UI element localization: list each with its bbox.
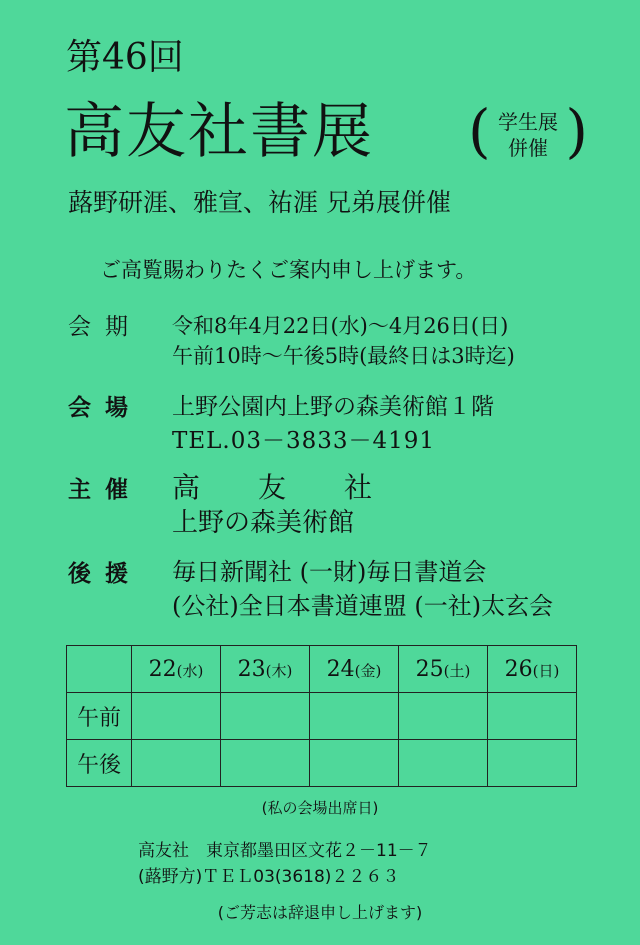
- table-note: (私の会場出席日): [261, 799, 379, 817]
- day-header: 25(土): [399, 646, 488, 693]
- attendance-cell: [221, 740, 310, 787]
- greeting: ご高覧賜わりたくご案内申し上げます。: [100, 258, 477, 282]
- venue-phone: TEL.03－3833－4191: [172, 428, 436, 454]
- exhibition-title: 高友社書展: [64, 97, 374, 167]
- table-header-row: [67, 646, 577, 693]
- attendance-cell: [310, 693, 399, 740]
- day-header: 26(日): [488, 646, 577, 693]
- organizer-2: 上野の森美術館: [172, 508, 355, 538]
- attendance-cell: [132, 740, 221, 787]
- venue-label: 会場: [68, 394, 142, 421]
- day-header: 24(金): [310, 646, 399, 693]
- organizer-label: 主催: [68, 476, 142, 503]
- attendance-cell: [132, 693, 221, 740]
- period-dates: 令和8年4月22日(水)〜4月26日(日): [172, 314, 509, 338]
- attendance-cell: [221, 693, 310, 740]
- attendance-cell: [310, 740, 399, 787]
- attendance-cell: [488, 740, 577, 787]
- attendance-cell: [399, 740, 488, 787]
- title-parenthetical: [468, 97, 588, 166]
- attendance-table: [66, 645, 577, 787]
- day-header: 23(木): [221, 646, 310, 693]
- period-hours: 午前10時〜午後5時(最終日は3時迄): [172, 344, 515, 368]
- table-corner: [67, 646, 132, 693]
- venue-name: 上野公園内上野の森美術館１階: [172, 394, 494, 420]
- row-label-afternoon: 午後: [67, 740, 132, 787]
- attendance-cell: [488, 693, 577, 740]
- paren-open: (: [468, 97, 491, 165]
- day-header: 22(水): [132, 646, 221, 693]
- support-line-2: (公社)全日本書道連盟 (一社)太玄会: [172, 592, 554, 620]
- subtitle: 蕗野研涯、雅宣、祐涯 兄弟展併催: [68, 188, 451, 217]
- paren-line-1: 学生展: [498, 110, 558, 134]
- support-label: 後援: [68, 560, 142, 587]
- table-row: [67, 740, 577, 787]
- period-label: 会期: [68, 314, 142, 340]
- footer-address: 高友社 東京都墨田区文花２－11－７: [138, 841, 432, 861]
- support-line-1: 毎日新聞社 (一財)毎日書道会: [172, 558, 487, 586]
- edition-number: 第46回: [66, 37, 184, 78]
- row-label-morning: 午前: [67, 693, 132, 740]
- footer-note: (ご芳志は辞退申し上げます): [217, 903, 423, 922]
- paren-close: ): [565, 97, 588, 165]
- footer-phone: (蕗野方)ＴＥＬ03(3618)２２６３: [138, 867, 400, 887]
- organizer-1: 高友社: [172, 471, 431, 504]
- table-row: [67, 693, 577, 740]
- paren-line-2: 併催: [508, 136, 548, 160]
- attendance-cell: [399, 693, 488, 740]
